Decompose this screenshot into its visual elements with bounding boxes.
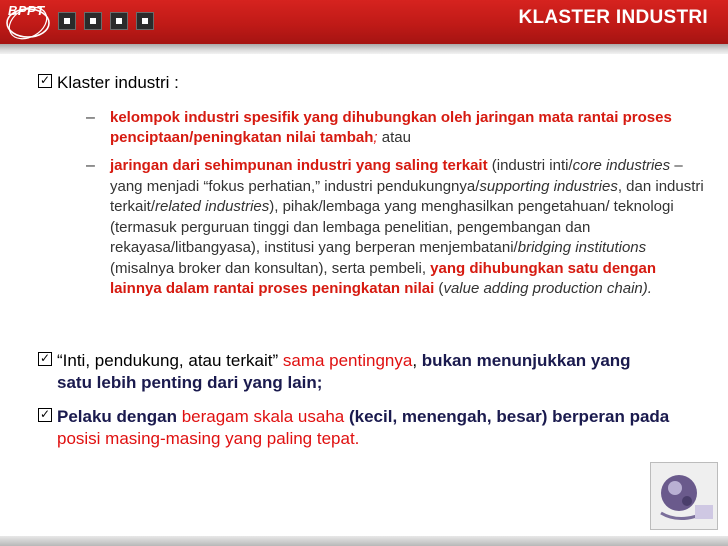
b2-p2: sama pentingnya [282,351,413,370]
bullet-2-text [57,350,657,394]
logo-text: BPPT [8,3,45,18]
sub2-p12: ( [434,280,444,297]
sub2-p8: ), pihak/lembaga yang menghasilkan pengetahuan/ teknologi (termasuk perguruan tinggi dan lembaga penelitian, pengembangan dan rekayasa/litbangyasa), institusi yang berperan menjembatani/ [110,198,674,256]
b3-p1: Pelaku dengan [57,407,182,426]
checkbox-icon: ✓ [39,407,51,421]
sub2-p9: bridging institutions [517,239,647,256]
sub2-p4: – yang menjadi “fokus perhatian,” industri pendukungnya/ [110,157,683,195]
slide-title: KLASTER INDUSTRI [518,7,708,28]
sub-bullet-1 [86,108,710,148]
b3-p4: posisi masing-masing yang paling tepat. [57,429,360,448]
sub2-p11: yang dihubungkan satu dengan lainnya dalam rantai proses peningkatan nilai [110,259,656,297]
sub2-p2: (industri inti/ [487,157,573,174]
b2-p3: , [412,351,422,370]
square-icon [110,12,128,30]
dash-icon: – [86,109,95,126]
b3-p2: beragam skala usaha [181,407,345,426]
square-icon [136,12,154,30]
sub2-p7: related industries [155,198,270,215]
globe-icon [651,463,717,529]
bullet-2 [39,350,657,394]
corner-badge-image [650,462,718,530]
bullet-3 [39,406,677,450]
sub2-p3: core industries [572,157,671,174]
bullet-3-text [57,406,677,450]
b2-p4: bukan menunjukkan yang satu lebih penting dari yang lain; [57,351,631,392]
sub2-p10: (misalnya broker dan konsultan), serta pembeli, [110,259,431,277]
sub2-p6: , dan industri terkait/ [110,177,704,215]
b2-p1: “Inti, pendukung, atau terkait” [57,351,283,370]
square-icon [84,12,102,30]
bullet-1-text: Klaster industri : [57,73,179,92]
dash-icon: – [86,157,95,174]
b3-p3: (kecil, menengah, besar) berperan pada [344,407,670,426]
nav-squares [58,12,154,30]
checkbox-icon: ✓ [39,73,51,87]
sub2-p13: value adding production chain). [443,280,652,297]
sub1-semicolon: ; [373,129,378,146]
checkbox-icon: ✓ [39,351,51,365]
sub2-p1: jaringan dari sehimpunan industri yang saling terkait [110,157,488,174]
header-rule [0,44,728,54]
sub2-p5: supporting industries [479,177,618,195]
sub1-tail: atau [377,129,411,146]
sub1-red: kelompok industri spesifik yang dihubungkan oleh jaringan mata rantai proses penciptaan/peningkatan nilai tambah [110,109,672,146]
footer-rule [0,536,728,546]
bullet-1 [39,72,179,94]
header-bar [0,0,728,44]
square-icon [58,12,76,30]
sub-bullet-2 [86,156,710,300]
